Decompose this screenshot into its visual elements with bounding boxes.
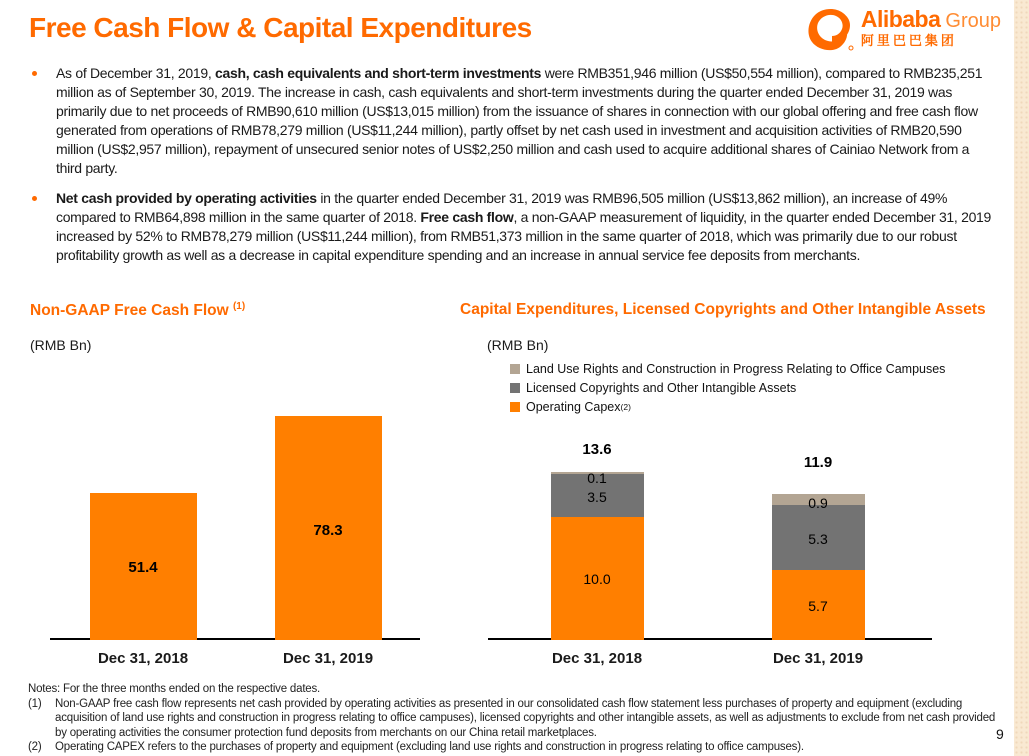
footnote-intro: Notes: For the three months ended on the respective dates. <box>28 683 321 695</box>
capex-2018-operating-value: 10.0 <box>583 571 611 587</box>
legend-item-operating-capex: Operating Capex (2) <box>510 397 945 416</box>
page-title: Free Cash Flow & Capital Expenditures <box>29 12 532 43</box>
bullet-item-2 <box>30 189 996 265</box>
legend-item-land-use: Land Use Rights and Construction in Progress Relating to Office Campuses <box>510 359 945 378</box>
left-chart-title-footnote-ref: (1) <box>232 301 246 312</box>
bullet-icon <box>32 196 37 201</box>
fcf-value-2018: 51.4 <box>128 559 158 576</box>
legend-swatch-land-use <box>510 364 520 374</box>
footnote-1: (1) Non-GAAP free cash flow represents net cash provided by operating activities as presented in our consolidated cash flow statement less purchases of property and equipment (excluding acquisition of land use rights and construction in progress relating to office campuses), licensed copyrights and other intangible assets, as well as adjustments to exclude from net cash provided by operating activities the consumer protection fund deposits from merchants on our China retail marketplaces. <box>28 697 996 739</box>
bullet-2-bold-1: Net cash provided by operating activities <box>56 190 317 206</box>
logo-suffix-text: Group <box>945 10 1001 32</box>
right-chart-unit: (RMB Bn) <box>487 337 549 353</box>
footnote-2: (2) Operating CAPEX refers to the purchases of property and equipment (excluding land use rights and construction in progress relating to office campuses). <box>28 741 804 753</box>
logo-brand-text: Alibaba <box>860 6 941 32</box>
legend-item-licensed: Licensed Copyrights and Other Intangible Assets <box>510 378 945 397</box>
logo-chinese-text: 阿里巴巴集团 <box>860 33 957 48</box>
fcf-value-2019: 78.3 <box>313 522 343 539</box>
left-chart-category-2019: Dec 31, 2019 <box>282 650 374 667</box>
bullet-1-text-lead: As of December 31, 2019, <box>56 65 216 81</box>
footnotes <box>28 682 1003 755</box>
capex-2019-land-value: 0.9 <box>808 495 828 511</box>
bullet-1-text-rest: were RMB351,946 million (US$50,554 million), compared to RMB235,251 million as of September 30, 2019. The increase in cash, cash equivalents and short-term investments during the quarter ended December 31, 2019 was primarily due to net proceeds of RMB90,610 million (US$13,015 million) from the issuance of shares in connection with our global offering and free cash flow generated from operations of RMB78,279 million (US$11,244 million), partly offset by net cash used in investment and acquisition activities of RMB20,590 million (US$2,957 million), repayment of unsecured senior notes of US$2,250 million and cash used to acquire additional shares of Cainiao Network from a third party. <box>56 65 983 176</box>
alibaba-logo <box>805 8 1001 59</box>
legend-capex-footnote-ref: (2) <box>620 401 631 412</box>
left-chart-category-2018: Dec 31, 2018 <box>97 650 189 667</box>
bullet-list <box>30 64 996 276</box>
right-chart-legend <box>510 359 945 416</box>
bullet-2-text-1: in the quarter ended December 31, 2019 was RMB96,505 million (US$13,862 million), an increase of 49% compared to RMB64,898 million in the same quarter of 2018. <box>56 190 948 225</box>
left-chart-title: Non-GAAP Free Cash Flow $^{(1)}$ <box>30 301 246 320</box>
bullet-2-bold-2: Free cash flow <box>420 209 514 225</box>
capex-total-2018: 13.6 <box>582 441 612 458</box>
capex-stack-2019 <box>772 494 865 640</box>
right-chart-category-2019: Dec 31, 2019 <box>772 650 864 667</box>
capex-2018-land-value: 0.1 <box>587 470 607 486</box>
right-chart-title: Capital Expenditures, Licensed Copyrights and Other Intangible Assets <box>460 301 986 318</box>
capex-2019-licensed-value: 5.3 <box>808 531 828 547</box>
bullet-icon <box>32 71 37 76</box>
bullet-item-1 <box>30 64 996 178</box>
bullet-2-text-2: , a non-GAAP measurement of liquidity, in the quarter ended December 31, 2019 increased by 52% to RMB78,279 million (US$11,244 million), from RMB51,373 million in the same quarter of 2018, which was primarily due to our robust profitability growth as well as a decrease in capital expenditure spending and an increase in annual service fee deposits from merchants. <box>56 209 992 263</box>
alibaba-logo-icon <box>805 8 857 59</box>
capex-total-2019: 11.9 <box>803 454 833 471</box>
legend-swatch-licensed <box>510 383 520 393</box>
right-chart-category-2018: Dec 31, 2018 <box>551 650 643 667</box>
capex-2018-licensed-value: 3.5 <box>587 489 607 505</box>
page-number: 9 <box>996 726 1004 742</box>
left-chart-unit: (RMB Bn) <box>30 337 92 353</box>
right-edge-decoration <box>1014 0 1029 756</box>
legend-swatch-operating-capex <box>510 402 520 412</box>
capex-2019-operating-value: 5.7 <box>808 598 828 614</box>
bullet-1-bold: cash, cash equivalents and short-term investments <box>215 65 542 81</box>
